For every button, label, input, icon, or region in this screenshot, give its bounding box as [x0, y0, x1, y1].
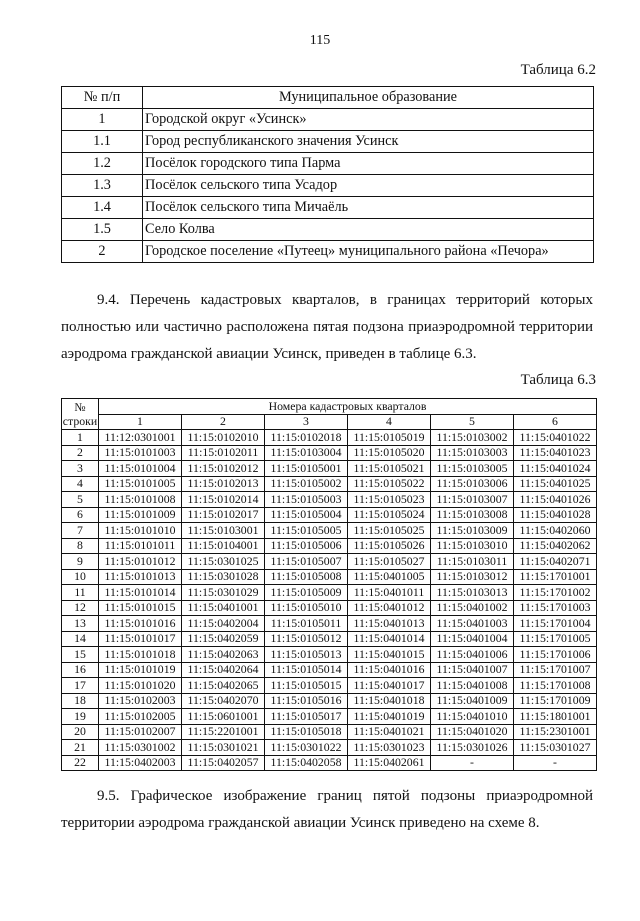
- cadastral-number-cell: 11:15:0105003: [265, 492, 348, 508]
- table-row: [62, 709, 597, 725]
- table-row: [62, 693, 597, 709]
- cadastral-number-cell: 11:15:0101016: [99, 616, 182, 632]
- table-row: [62, 600, 597, 616]
- cadastral-number-cell: 11:15:0402059: [182, 631, 265, 647]
- cadastral-number-cell: 11:15:1701009: [514, 693, 597, 709]
- cadastral-number-cell: 11:15:0105021: [348, 461, 431, 477]
- table-row: [62, 662, 597, 678]
- cadastral-number-cell: 11:15:0301002: [99, 740, 182, 756]
- cadastral-number-cell: 11:15:0101018: [99, 647, 182, 663]
- table-row: [62, 554, 597, 570]
- row-number-cell: 22: [62, 755, 99, 771]
- table-row: [62, 109, 594, 131]
- row-number-cell: 1.2: [62, 153, 143, 175]
- row-number-cell: 1.5: [62, 219, 143, 241]
- cadastral-number-cell: 11:15:0102011: [182, 445, 265, 461]
- table-row: [62, 631, 597, 647]
- cadastral-number-cell: 11:15:1701001: [514, 569, 597, 585]
- cadastral-number-cell: 11:15:0105011: [265, 616, 348, 632]
- column-number-cell: 1: [99, 414, 182, 430]
- cadastral-number-cell: 11:15:0401011: [348, 585, 431, 601]
- cadastral-number-cell: 11:15:0103005: [431, 461, 514, 477]
- cadastral-number-cell: 11:15:0102018: [265, 430, 348, 446]
- cadastral-number-cell: 11:15:0402070: [182, 693, 265, 709]
- row-number-cell: 5: [62, 492, 99, 508]
- cadastral-number-cell: 11:15:0401023: [514, 445, 597, 461]
- header-number: № п/п: [62, 87, 143, 109]
- table-row: [62, 153, 594, 175]
- cadastral-number-cell: 11:15:0105012: [265, 631, 348, 647]
- table-row: [62, 219, 594, 241]
- cadastral-number-cell: 11:15:0401013: [348, 616, 431, 632]
- cadastral-number-cell: 11:15:0101010: [99, 523, 182, 539]
- row-number-cell: 8: [62, 538, 99, 554]
- cadastral-number-cell: 11:15:0103011: [431, 554, 514, 570]
- cadastral-number-cell: 11:15:0301022: [265, 740, 348, 756]
- cadastral-number-cell: 11:12:0301001: [99, 430, 182, 446]
- cadastral-number-cell: 11:15:0402064: [182, 662, 265, 678]
- cadastral-number-cell: 11:15:1701004: [514, 616, 597, 632]
- table-row: [62, 175, 594, 197]
- cadastral-number-cell: 11:15:2301001: [514, 724, 597, 740]
- paragraph-9-5: [61, 783, 593, 837]
- row-number-cell: 2: [62, 445, 99, 461]
- cadastral-number-cell: 11:15:0103002: [431, 430, 514, 446]
- table-row: [62, 616, 597, 632]
- table-row: [62, 131, 594, 153]
- cadastral-number-cell: 11:15:0103007: [431, 492, 514, 508]
- cadastral-number-cell: 11:15:1701007: [514, 662, 597, 678]
- row-number-cell: 3: [62, 461, 99, 477]
- cadastral-number-cell: 11:15:0402060: [514, 523, 597, 539]
- cadastral-number-cell: 11:15:0105016: [265, 693, 348, 709]
- column-number-cell: 4: [348, 414, 431, 430]
- cadastral-number-cell: 11:15:0401005: [348, 569, 431, 585]
- cadastral-number-cell: 11:15:0301027: [514, 740, 597, 756]
- cadastral-number-cell: 11:15:0401025: [514, 476, 597, 492]
- table-row: [62, 476, 597, 492]
- column-number-cell: 5: [431, 414, 514, 430]
- cadastral-number-cell: 11:15:0102017: [182, 507, 265, 523]
- row-number-cell: 1: [62, 430, 99, 446]
- table-row: [62, 585, 597, 601]
- cadastral-number-cell: 11:15:0103009: [431, 523, 514, 539]
- cadastral-number-cell: 11:15:0105014: [265, 662, 348, 678]
- cadastral-number-cell: 11:15:0401028: [514, 507, 597, 523]
- paragraph-line: 9.4. Перечень кадастровых кварталов, в границах территорий которых: [97, 292, 593, 308]
- table-6-3-caption: Таблица 6.3: [520, 372, 596, 388]
- cadastral-number-cell: 11:15:0104001: [182, 538, 265, 554]
- row-number-cell: 13: [62, 616, 99, 632]
- table-row: [62, 755, 597, 771]
- cadastral-number-cell: 11:15:0103012: [431, 569, 514, 585]
- row-number-cell: 10: [62, 569, 99, 585]
- row-number-cell: 19: [62, 709, 99, 725]
- column-number-cell: 6: [514, 414, 597, 430]
- cadastral-number-cell: 11:15:0105022: [348, 476, 431, 492]
- row-number-cell: 9: [62, 554, 99, 570]
- table-6-2-caption: Таблица 6.2: [520, 62, 596, 78]
- cadastral-number-cell: 11:15:0105013: [265, 647, 348, 663]
- page-number: 115: [309, 33, 331, 48]
- cadastral-number-cell: 11:15:0401007: [431, 662, 514, 678]
- header-cadastral-numbers: Номера кадастровых кварталов: [99, 399, 597, 415]
- table-row: [62, 538, 597, 554]
- cadastral-number-cell: 11:15:0103001: [182, 523, 265, 539]
- row-number-cell: 1.3: [62, 175, 143, 197]
- cadastral-number-cell: 11:15:0105001: [265, 461, 348, 477]
- cadastral-number-cell: 11:15:0401012: [348, 600, 431, 616]
- cadastral-number-cell: 11:15:0101005: [99, 476, 182, 492]
- cadastral-number-cell: 11:15:0401009: [431, 693, 514, 709]
- row-number-cell: 12: [62, 600, 99, 616]
- cadastral-number-cell: 11:15:0101015: [99, 600, 182, 616]
- table-row: [62, 445, 597, 461]
- table-row: [62, 461, 597, 477]
- table-row: [62, 647, 597, 663]
- row-number-cell: 11: [62, 585, 99, 601]
- row-number-cell: 15: [62, 647, 99, 663]
- cadastral-number-cell: 11:15:0101019: [99, 662, 182, 678]
- cadastral-number-cell: 11:15:0401021: [348, 724, 431, 740]
- row-number-cell: 1.1: [62, 131, 143, 153]
- cadastral-number-cell: 11:15:0105002: [265, 476, 348, 492]
- cadastral-number-cell: 11:15:0401004: [431, 631, 514, 647]
- cadastral-number-cell: 11:15:0401006: [431, 647, 514, 663]
- cadastral-number-cell: 11:15:0402003: [99, 755, 182, 771]
- cadastral-number-cell: 11:15:0301026: [431, 740, 514, 756]
- cadastral-number-cell: 11:15:0401024: [514, 461, 597, 477]
- cadastral-number-cell: 11:15:2201001: [182, 724, 265, 740]
- cadastral-number-cell: 11:15:0105015: [265, 678, 348, 694]
- municipality-cell: Посёлок сельского типа Мичаёль: [143, 197, 594, 219]
- cadastral-number-cell: 11:15:0101013: [99, 569, 182, 585]
- cadastral-number-cell: 11:15:0301023: [348, 740, 431, 756]
- header-municipality: Муниципальное образование: [143, 87, 594, 109]
- cadastral-number-cell: 11:15:0402065: [182, 678, 265, 694]
- cadastral-number-cell: 11:15:0102010: [182, 430, 265, 446]
- paragraph-9-4: [61, 287, 593, 368]
- cadastral-number-cell: 11:15:0401017: [348, 678, 431, 694]
- row-number-cell: 16: [62, 662, 99, 678]
- cadastral-number-cell: 11:15:0105027: [348, 554, 431, 570]
- table-row: [62, 492, 597, 508]
- row-number-cell: 18: [62, 693, 99, 709]
- table-row: [62, 507, 597, 523]
- row-number-cell: 4: [62, 476, 99, 492]
- cadastral-number-cell: 11:15:0101003: [99, 445, 182, 461]
- row-number-cell: 1: [62, 109, 143, 131]
- municipality-cell: Село Колва: [143, 219, 594, 241]
- cadastral-number-cell: 11:15:0401008: [431, 678, 514, 694]
- cadastral-number-cell: 11:15:0101017: [99, 631, 182, 647]
- header-row-number-line2: строки: [62, 414, 98, 428]
- row-number-cell: 20: [62, 724, 99, 740]
- cadastral-number-cell: 11:15:1701002: [514, 585, 597, 601]
- table-row: [62, 241, 594, 263]
- cadastral-number-cell: 11:15:0105007: [265, 554, 348, 570]
- cadastral-number-cell: 11:15:0105008: [265, 569, 348, 585]
- cadastral-number-cell: 11:15:0105005: [265, 523, 348, 539]
- cadastral-number-cell: 11:15:0402063: [182, 647, 265, 663]
- municipality-cell: Городской округ «Усинск»: [143, 109, 594, 131]
- cadastral-number-cell: 11:15:0103003: [431, 445, 514, 461]
- cadastral-number-cell: 11:15:0103013: [431, 585, 514, 601]
- cadastral-number-cell: 11:15:0101012: [99, 554, 182, 570]
- municipality-cell: Город республиканского значения Усинск: [143, 131, 594, 153]
- cadastral-number-cell: 11:15:0101008: [99, 492, 182, 508]
- cadastral-number-cell: 11:15:0401003: [431, 616, 514, 632]
- cadastral-number-cell: 11:15:0105019: [348, 430, 431, 446]
- cadastral-number-cell: 11:15:0105024: [348, 507, 431, 523]
- paragraph-line: полностью или частично расположена пятая подзона приаэродромной территории: [61, 319, 593, 335]
- cadastral-number-cell: 11:15:0105010: [265, 600, 348, 616]
- cadastral-number-cell: 11:15:0101014: [99, 585, 182, 601]
- header-row-number-line1: №: [74, 400, 86, 414]
- cadastral-number-cell: 11:15:0301028: [182, 569, 265, 585]
- cadastral-number-cell: 11:15:1701005: [514, 631, 597, 647]
- cadastral-number-cell: 11:15:0401001: [182, 600, 265, 616]
- cadastral-number-cell: 11:15:0101004: [99, 461, 182, 477]
- municipality-cell: Посёлок сельского типа Усадор: [143, 175, 594, 197]
- row-number-cell: 2: [62, 241, 143, 263]
- cadastral-number-cell: 11:15:0402071: [514, 554, 597, 570]
- row-number-cell: 14: [62, 631, 99, 647]
- paragraph-line: территории аэродрома гражданской авиации Усинск приведено на схеме 8.: [61, 815, 540, 831]
- cadastral-number-cell: 11:15:0401015: [348, 647, 431, 663]
- row-number-cell: 17: [62, 678, 99, 694]
- cadastral-number-cell: 11:15:1701008: [514, 678, 597, 694]
- cadastral-number-cell: 11:15:0402004: [182, 616, 265, 632]
- cadastral-number-cell: 11:15:0401026: [514, 492, 597, 508]
- cadastral-number-cell: 11:15:0402058: [265, 755, 348, 771]
- table-row: [62, 430, 597, 446]
- column-number-cell: 2: [182, 414, 265, 430]
- cadastral-number-cell: 11:15:0102003: [99, 693, 182, 709]
- cadastral-number-cell: 11:15:0105025: [348, 523, 431, 539]
- table-row: [62, 197, 594, 219]
- municipalities-table: [61, 86, 594, 263]
- table-header-row: [62, 399, 597, 415]
- header-row-number: [62, 399, 99, 430]
- row-number-cell: 1.4: [62, 197, 143, 219]
- cadastral-number-cell: 11:15:0301025: [182, 554, 265, 570]
- cadastral-quarters-table: [61, 398, 597, 771]
- table-row: [62, 523, 597, 539]
- table-column-numbers-row: [62, 414, 597, 430]
- table-row: [62, 678, 597, 694]
- cadastral-number-cell: 11:15:0103010: [431, 538, 514, 554]
- cadastral-number-cell: 11:15:0301021: [182, 740, 265, 756]
- cadastral-number-cell: 11:15:0402057: [182, 755, 265, 771]
- cadastral-number-cell: 11:15:0103008: [431, 507, 514, 523]
- paragraph-line: 9.5. Графическое изображение границ пятой подзоны приаэродромной: [97, 788, 593, 804]
- cadastral-number-cell: 11:15:0105020: [348, 445, 431, 461]
- municipality-cell: Городское поселение «Путеец» муниципального района «Печора»: [143, 241, 594, 263]
- cadastral-number-cell: 11:15:0105026: [348, 538, 431, 554]
- cadastral-number-cell: 11:15:0101020: [99, 678, 182, 694]
- cadastral-number-cell: 11:15:0105018: [265, 724, 348, 740]
- cadastral-number-cell: 11:15:0601001: [182, 709, 265, 725]
- paragraph-line: аэродрома гражданской авиации Усинск, приведен в таблице 6.3.: [61, 346, 477, 362]
- table-row: [62, 740, 597, 756]
- cadastral-number-cell: 11:15:0105023: [348, 492, 431, 508]
- cadastral-number-cell: 11:15:0103004: [265, 445, 348, 461]
- cadastral-number-cell: 11:15:0103006: [431, 476, 514, 492]
- table-row: [62, 724, 597, 740]
- cadastral-number-cell: 11:15:0401016: [348, 662, 431, 678]
- cadastral-number-cell: 11:15:0102007: [99, 724, 182, 740]
- cadastral-number-cell: 11:15:0101011: [99, 538, 182, 554]
- cadastral-number-cell: 11:15:1701003: [514, 600, 597, 616]
- cadastral-number-cell: -: [431, 755, 514, 771]
- cadastral-number-cell: 11:15:1801001: [514, 709, 597, 725]
- row-number-cell: 21: [62, 740, 99, 756]
- cadastral-number-cell: 11:15:0401014: [348, 631, 431, 647]
- cadastral-number-cell: 11:15:0102012: [182, 461, 265, 477]
- cadastral-number-cell: 11:15:0401019: [348, 709, 431, 725]
- cadastral-number-cell: 11:15:0401020: [431, 724, 514, 740]
- cadastral-number-cell: 11:15:0401022: [514, 430, 597, 446]
- cadastral-number-cell: -: [514, 755, 597, 771]
- cadastral-number-cell: 11:15:0401002: [431, 600, 514, 616]
- cadastral-number-cell: 11:15:0301029: [182, 585, 265, 601]
- row-number-cell: 6: [62, 507, 99, 523]
- column-number-cell: 3: [265, 414, 348, 430]
- cadastral-number-cell: 11:15:0401010: [431, 709, 514, 725]
- cadastral-number-cell: 11:15:0401018: [348, 693, 431, 709]
- row-number-cell: 7: [62, 523, 99, 539]
- cadastral-number-cell: 11:15:0102014: [182, 492, 265, 508]
- cadastral-number-cell: 11:15:0102013: [182, 476, 265, 492]
- table-header-row: [62, 87, 594, 109]
- cadastral-number-cell: 11:15:0105004: [265, 507, 348, 523]
- cadastral-number-cell: 11:15:0102005: [99, 709, 182, 725]
- cadastral-number-cell: 11:15:0105017: [265, 709, 348, 725]
- cadastral-number-cell: 11:15:1701006: [514, 647, 597, 663]
- cadastral-number-cell: 11:15:0105009: [265, 585, 348, 601]
- cadastral-number-cell: 11:15:0402061: [348, 755, 431, 771]
- municipality-cell: Посёлок городского типа Парма: [143, 153, 594, 175]
- table-row: [62, 569, 597, 585]
- cadastral-number-cell: 11:15:0101009: [99, 507, 182, 523]
- cadastral-number-cell: 11:15:0402062: [514, 538, 597, 554]
- cadastral-number-cell: 11:15:0105006: [265, 538, 348, 554]
